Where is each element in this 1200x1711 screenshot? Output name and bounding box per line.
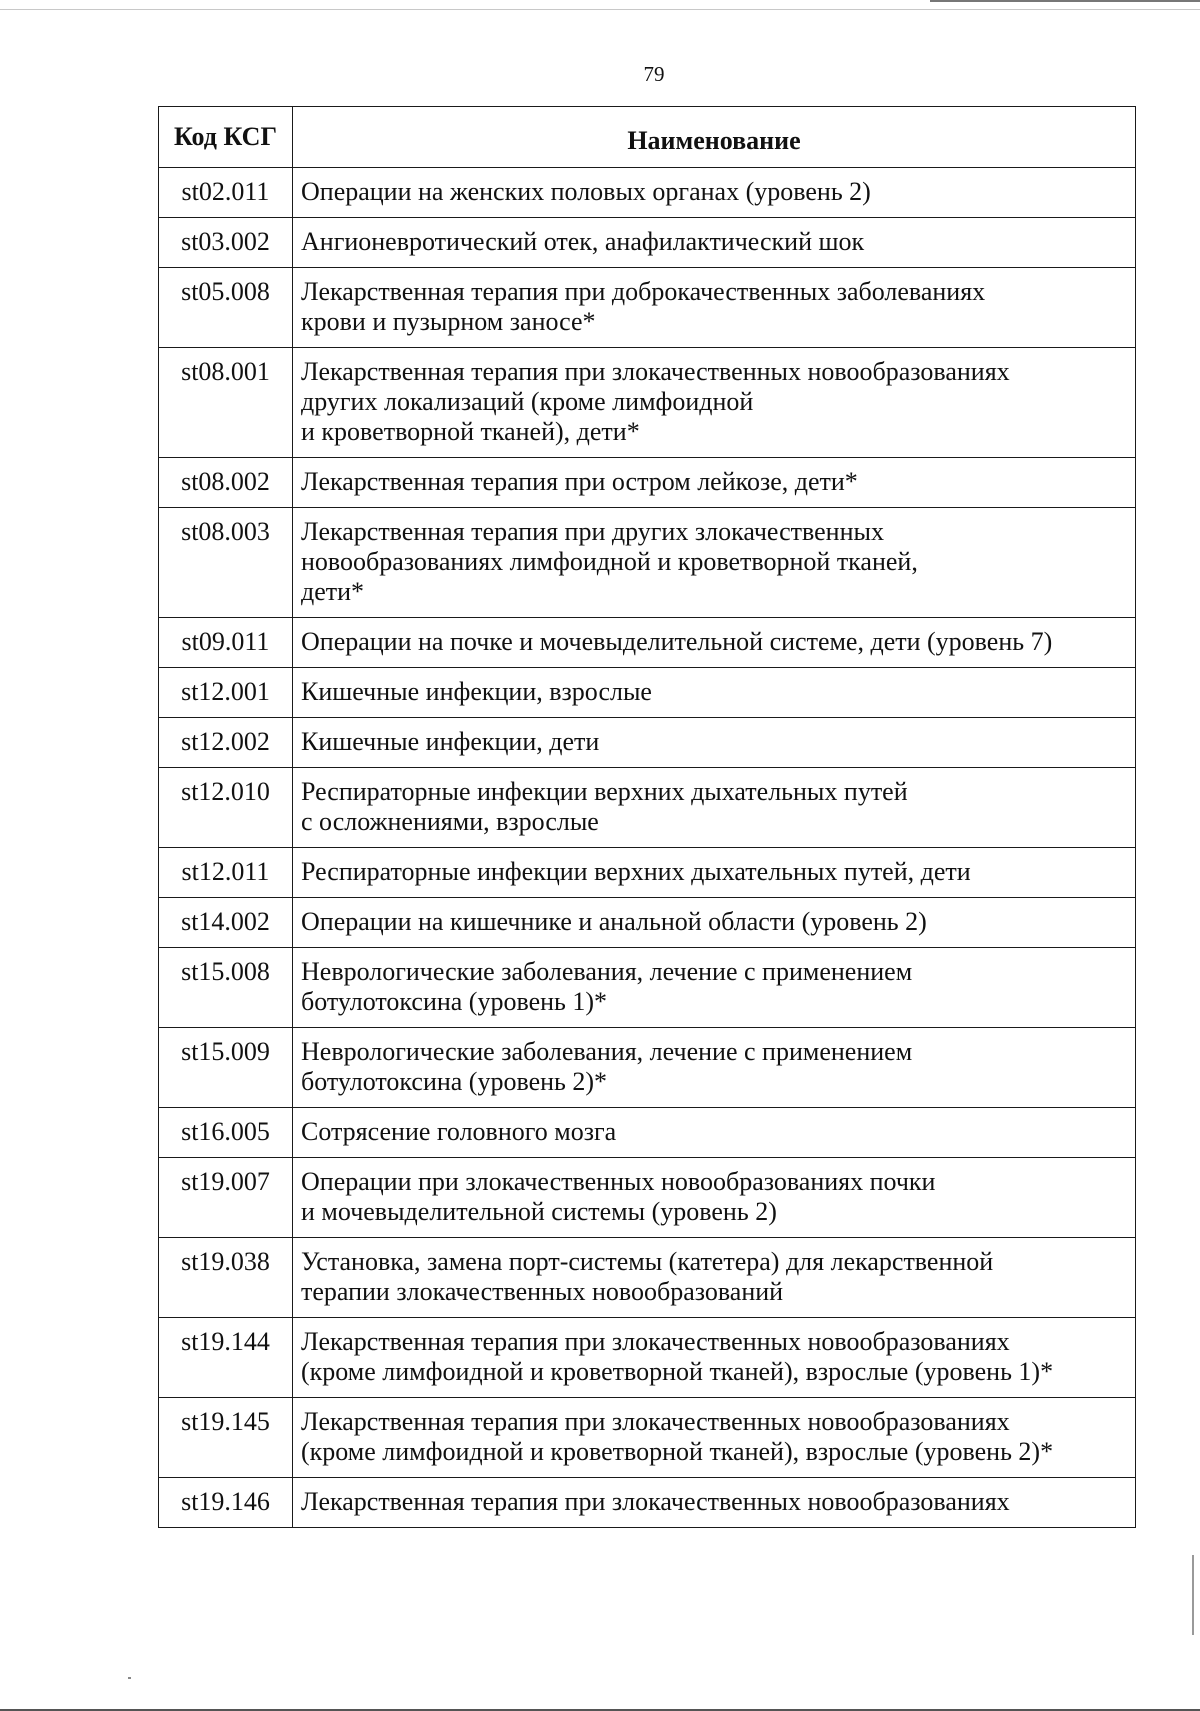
row-code: st14.002 xyxy=(159,898,293,948)
row-code: st12.010 xyxy=(159,768,293,848)
row-code: st15.008 xyxy=(159,948,293,1028)
table-row xyxy=(159,948,1136,1028)
row-name: Сотрясение головного мозга xyxy=(293,1108,1136,1158)
row-code: st19.038 xyxy=(159,1238,293,1318)
table-row xyxy=(159,1318,1136,1398)
table-row xyxy=(159,268,1136,348)
row-name: Лекарственная терапия при злокачественных новообразованиях xyxy=(293,1478,1136,1528)
row-code: st09.011 xyxy=(159,618,293,668)
row-name: Кишечные инфекции, взрослые xyxy=(293,668,1136,718)
row-code: st19.145 xyxy=(159,1398,293,1478)
row-code: st05.008 xyxy=(159,268,293,348)
scan-edge-top xyxy=(0,0,1200,10)
table-row xyxy=(159,898,1136,948)
row-name: Операции на кишечнике и анальной области (уровень 2) xyxy=(293,898,1136,948)
row-name: Операции при злокачественных новообразованиях почки и мочевыделительной системы (уровень 2) xyxy=(293,1158,1136,1238)
table-row xyxy=(159,1158,1136,1238)
row-name: Операции на почке и мочевыделительной системе, дети (уровень 7) xyxy=(293,618,1136,668)
row-code: st16.005 xyxy=(159,1108,293,1158)
row-name: Респираторные инфекции верхних дыхательных путей, дети xyxy=(293,848,1136,898)
scan-edge-right xyxy=(1192,1555,1194,1635)
table-row xyxy=(159,1028,1136,1108)
table-row xyxy=(159,618,1136,668)
table-header-row xyxy=(159,107,1136,168)
row-code: st15.009 xyxy=(159,1028,293,1108)
row-code: st08.001 xyxy=(159,348,293,458)
table-row xyxy=(159,348,1136,458)
row-code: st12.002 xyxy=(159,718,293,768)
table-row xyxy=(159,168,1136,218)
row-name: Лекарственная терапия при злокачественных новообразованиях (кроме лимфоидной и кроветворной тканей), взрослые (уровень 1)* xyxy=(293,1318,1136,1398)
row-name: Лекарственная терапия при доброкачественных заболеваниях крови и пузырном заносе* xyxy=(293,268,1136,348)
row-name: Лекарственная терапия при остром лейкозе, дети* xyxy=(293,458,1136,508)
row-code: st12.001 xyxy=(159,668,293,718)
margin-speck xyxy=(128,1677,131,1679)
table-row xyxy=(159,718,1136,768)
table-row xyxy=(159,508,1136,618)
row-name: Респираторные инфекции верхних дыхательных путей с осложнениями, взрослые xyxy=(293,768,1136,848)
table-row xyxy=(159,1478,1136,1528)
table-row xyxy=(159,848,1136,898)
header-name: Наименование xyxy=(293,107,1136,168)
page-number: 79 xyxy=(643,62,665,86)
row-name: Лекарственная терапия при злокачественных новообразованиях (кроме лимфоидной и кроветворной тканей), взрослые (уровень 2)* xyxy=(293,1398,1136,1478)
row-code: st19.146 xyxy=(159,1478,293,1528)
row-code: st19.144 xyxy=(159,1318,293,1398)
row-name: Неврологические заболевания, лечение с применением ботулотоксина (уровень 2)* xyxy=(293,1028,1136,1108)
row-code: st08.003 xyxy=(159,508,293,618)
table-row xyxy=(159,218,1136,268)
row-name: Установка, замена порт-системы (катетера) для лекарственной терапии злокачественных новообразований xyxy=(293,1238,1136,1318)
table-row xyxy=(159,1238,1136,1318)
ksg-table xyxy=(158,106,1136,1528)
row-name: Неврологические заболевания, лечение с применением ботулотоксина (уровень 1)* xyxy=(293,948,1136,1028)
row-code: st12.011 xyxy=(159,848,293,898)
row-name: Кишечные инфекции, дети xyxy=(293,718,1136,768)
row-code: st08.002 xyxy=(159,458,293,508)
row-name: Лекарственная терапия при других злокачественных новообразованиях лимфоидной и кроветворной тканей, дети* xyxy=(293,508,1136,618)
table-row xyxy=(159,1108,1136,1158)
table-row xyxy=(159,668,1136,718)
table-row xyxy=(159,1398,1136,1478)
row-code: st19.007 xyxy=(159,1158,293,1238)
row-code: st02.011 xyxy=(159,168,293,218)
row-code: st03.002 xyxy=(159,218,293,268)
row-name: Ангионевротический отек, анафилактический шок xyxy=(293,218,1136,268)
table-row xyxy=(159,768,1136,848)
table-row xyxy=(159,458,1136,508)
header-code: Код КСГ xyxy=(159,107,293,168)
row-name: Лекарственная терапия при злокачественных новообразованиях других локализаций (кроме лимфоидной и кроветворной тканей), дети* xyxy=(293,348,1136,458)
row-name: Операции на женских половых органах (уровень 2) xyxy=(293,168,1136,218)
